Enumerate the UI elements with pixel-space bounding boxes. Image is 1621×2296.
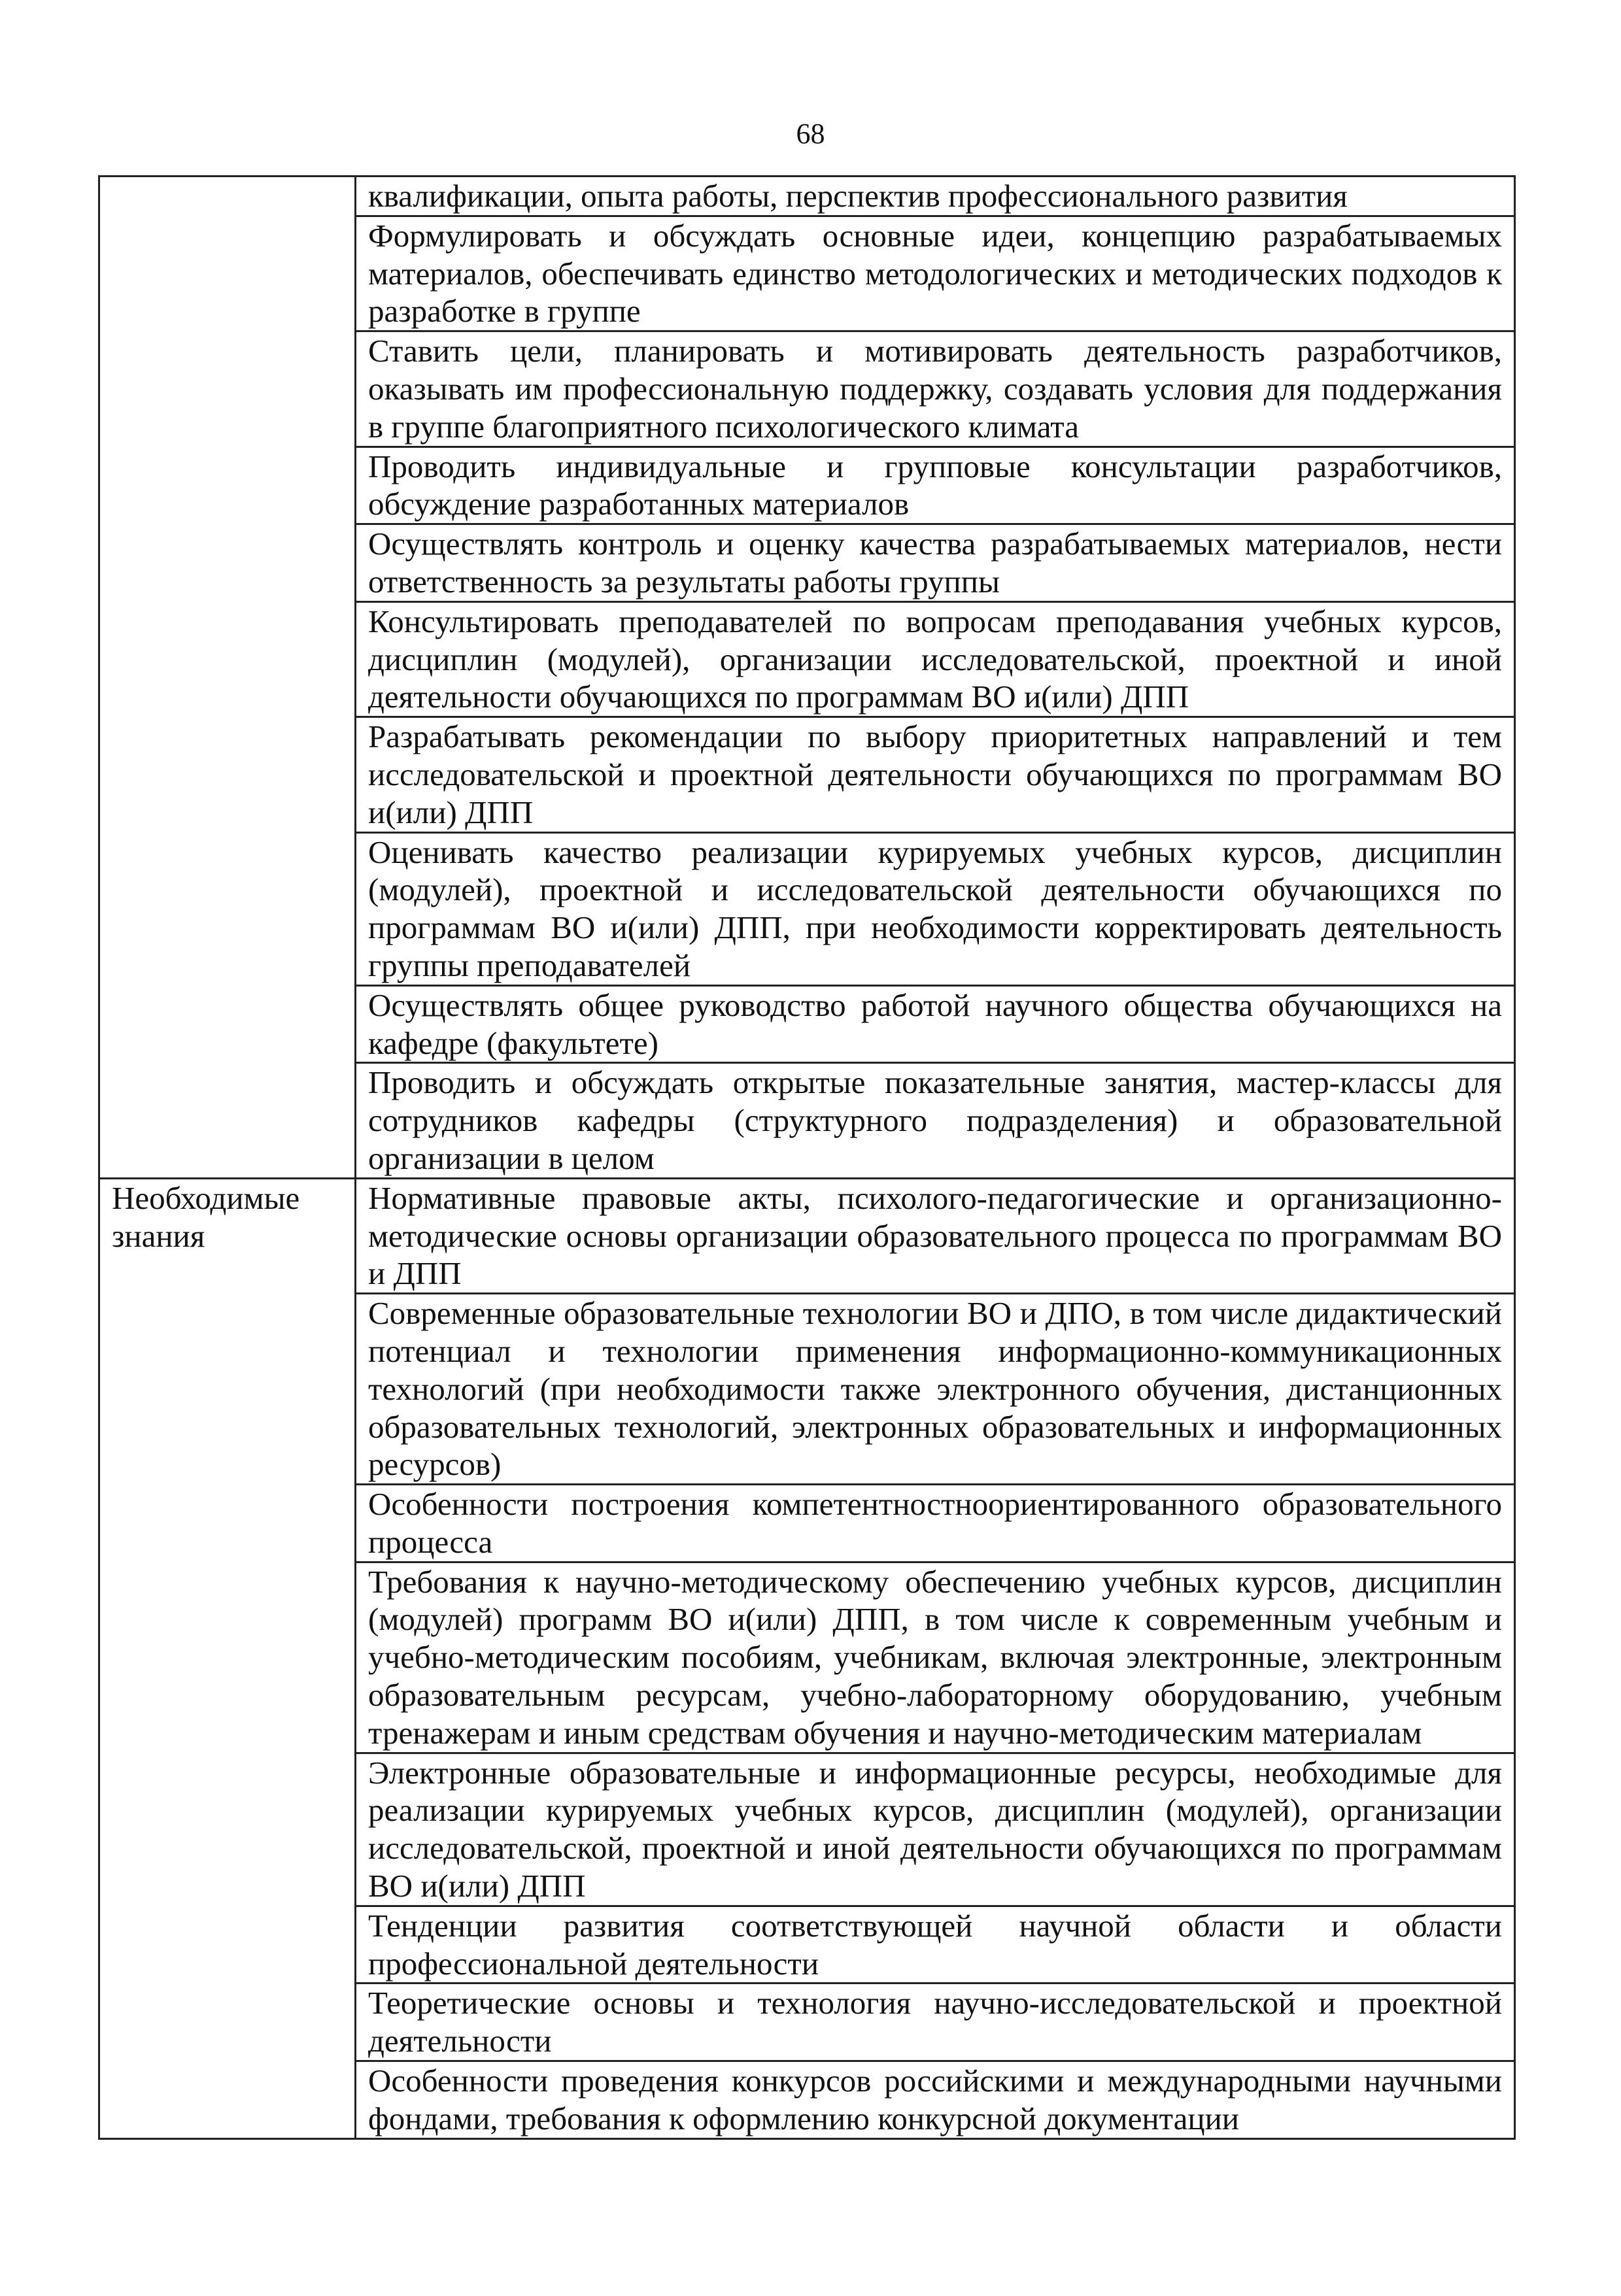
table-cell-text: Ставить цели, планировать и мотивировать деятельность разработчиков, оказывать им профессиональную поддержку, создавать условия для поддержания в группе благоприятного психологического климата bbox=[356, 331, 1515, 447]
table-cell-text: Требования к научно-методическому обеспечению учебных курсов, дисциплин (модулей) программ ВО и(или) ДПП, в том числе к современным учебным и учебно-методическим пособиям, учебникам, включая электронные, электронным образовательным ресурсам, учебно-лабораторному оборудованию, учебным тренажерам и иным средствам обучения и научно-методическим материалам bbox=[356, 1562, 1515, 1753]
table-cell-text: Особенности проведения конкурсов российскими и международными научными фондами, требования к оформлению конкурсной документации bbox=[356, 2061, 1515, 2139]
table-cell-text: Теоретические основы и технология научно-исследовательской и проектной деятельности bbox=[356, 1984, 1515, 2061]
table-cell-text: Тенденции развития соответствующей научной области и области профессиональной деятельности bbox=[356, 1906, 1515, 1984]
table-cell-text: Современные образовательные технологии ВО и ДПО, в том числе дидактический потенциал и технологии применения информационно-коммуникационных технологий (при необходимости также электронного обучения, дистанционных образовательных технологий, электронных образовательных и информационных ресурсов) bbox=[356, 1294, 1515, 1485]
table-cell-text: Проводить индивидуальные и групповые консультации разработчиков, обсуждение разработанных материалов bbox=[356, 447, 1515, 524]
table-cell-text: Оценивать качество реализации курируемых учебных курсов, дисциплин (модулей), проектной и исследовательской деятельности обучающихся по программам ВО и(или) ДПП, при необходимости корректировать деятельность группы преподавателей bbox=[356, 832, 1515, 985]
table-cell-text: Электронные образовательные и информационные ресурсы, необходимые для реализации курируемых учебных курсов, дисциплин (модулей), организации исследовательской, проектной и иной деятельности обучающихся по программам ВО и(или) ДПП bbox=[356, 1753, 1515, 1906]
table-cell-text: Формулировать и обсуждать основные идеи, концепцию разрабатываемых материалов, обеспечивать единство методологических и методических подходов к разработке в группе bbox=[356, 216, 1515, 331]
section-label-required-knowledge: Необходимые знания bbox=[99, 1178, 356, 2138]
table-cell-text: Особенности построения компетентностноориентированного образовательного процесса bbox=[356, 1485, 1515, 1562]
table-cell-text: Разрабатывать рекомендации по выбору приоритетных направлений и тем исследовательской и проектной деятельности обучающихся по программам ВО и(или) ДПП bbox=[356, 717, 1515, 832]
table-cell-text: Осуществлять общее руководство работой научного общества обучающихся на кафедре (факультете) bbox=[356, 985, 1515, 1063]
table-cell-text: Проводить и обсуждать открытые показательные занятия, мастер-классы для сотрудников кафедры (структурного подразделения) и образовательной организации в целом bbox=[356, 1063, 1515, 1178]
table-row bbox=[99, 177, 1515, 216]
table-row bbox=[99, 1178, 1515, 1293]
requirements-table bbox=[98, 175, 1516, 2140]
table-cell-text: Консультировать преподавателей по вопросам преподавания учебных курсов, дисциплин (модулей), организации исследовательской, проектной и иной деятельности обучающихся по программам ВО и(или) ДПП bbox=[356, 601, 1515, 717]
page-number: 68 bbox=[796, 118, 825, 150]
table-cell-text: квалификации, опыта работы, перспектив профессионального развития bbox=[356, 177, 1515, 216]
table-cell-text: Нормативные правовые акты, психолого-педагогические и организационно-методические основы организации образовательного процесса по программам ВО и ДПП bbox=[356, 1178, 1515, 1293]
section-label-empty bbox=[99, 177, 356, 1179]
table-cell-text: Осуществлять контроль и оценку качества разрабатываемых материалов, нести ответственность за результаты работы группы bbox=[356, 524, 1515, 602]
